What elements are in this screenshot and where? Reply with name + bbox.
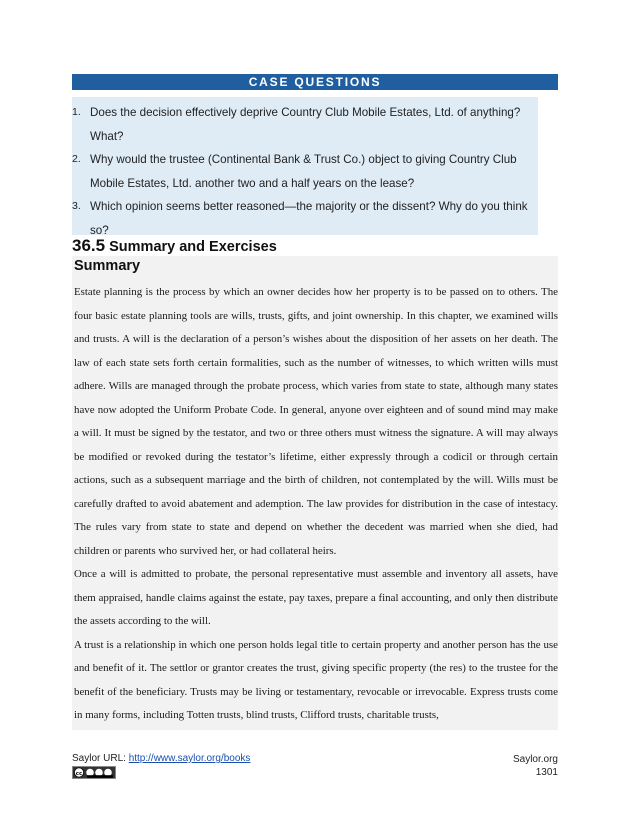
- paragraph: A trust is a relationship in which one person holds legal title to certain property and another person has the use and benefit of it. The settlor or grantor creates the trust, giving specific property (the res) to the trustee for the benefit of the beneficiary. Trusts may be living or testamentary, revocable or irrevocable. Express trusts come in many forms, including Totten trusts, blind trusts, Clifford trusts, charitable trusts,: [74, 638, 558, 721]
- summary-heading: Summary: [74, 258, 141, 274]
- saylor-books-link[interactable]: http://www.saylor.org/books: [128, 753, 251, 764]
- summary-body: [74, 281, 558, 728]
- list-item: [72, 195, 538, 242]
- svg-text:cc: cc: [75, 770, 83, 777]
- footer-site: Saylor.org: [512, 754, 558, 765]
- list-item: [72, 101, 538, 148]
- list-item-text: Why would the trustee (Continental Bank & Trust Co.) object to giving Country Club Mobile Estates, Ltd. another two and a half years on the lease?: [90, 153, 517, 190]
- section-title-text: Summary and Exercises: [109, 239, 277, 255]
- creative-commons-license-icon: [72, 766, 116, 779]
- paragraph: Estate planning is the process by which an owner decides how her property is to be passed on to others. The four basic estate planning tools are wills, trusts, gifts, and joint ownership. In this chapter, we examined wills and trusts. A will is the declaration of a person’s wishes about the disposition of her assets on her death. The law of each state sets forth certain formalities, such as the number of witnesses, to which written wills must adhere. Wills are managed through the probate process, which varies from state to state, although many states have now adopted the Uniform Probate Code. In general, anyone over eighteen and of sound mind may make a will. It must be signed by the testator, and two or three others must witness the signature. A will may always be modified or revoked during the testator’s lifetime, either expressly through a codicil or through certain actions, such as a subsequent marriage and the birth of children, not contemplated by the will. Wills must be carefully drafted to avoid abatement and ademption. The law provides for distribution in the case of intestacy. The rules vary from state to state and depend on whether the decedent was married when she died, had children or parents who survived her, or had collateral heirs.: [74, 286, 558, 557]
- footer-url-line: [72, 753, 250, 764]
- list-item-number: 1.: [72, 106, 81, 118]
- section-number: 36.5: [72, 236, 106, 255]
- list-item-number: 2.: [72, 153, 81, 165]
- page-number: 1301: [535, 767, 558, 778]
- list-item-number: 3.: [72, 200, 81, 212]
- list-item: [72, 148, 538, 195]
- case-questions-header: CASE QUESTIONS: [72, 74, 558, 90]
- paragraph: Once a will is admitted to probate, the personal representative must assemble and inventory all assets, have them appraised, handle claims against the estate, pay taxes, prepare a final accounting, and only then distribute the assets according to the will.: [74, 568, 558, 627]
- footer-url-label: Saylor URL:: [72, 753, 129, 764]
- section-title: [72, 236, 558, 257]
- list-item-text: Which opinion seems better reasoned—the majority or the dissent? Why do you think so?: [90, 200, 528, 237]
- case-questions-list: [72, 101, 538, 242]
- page-footer: [72, 753, 558, 783]
- list-item-text: Does the decision effectively deprive Country Club Mobile Estates, Ltd. of anything? What?: [90, 106, 521, 143]
- footer-right: [513, 753, 558, 779]
